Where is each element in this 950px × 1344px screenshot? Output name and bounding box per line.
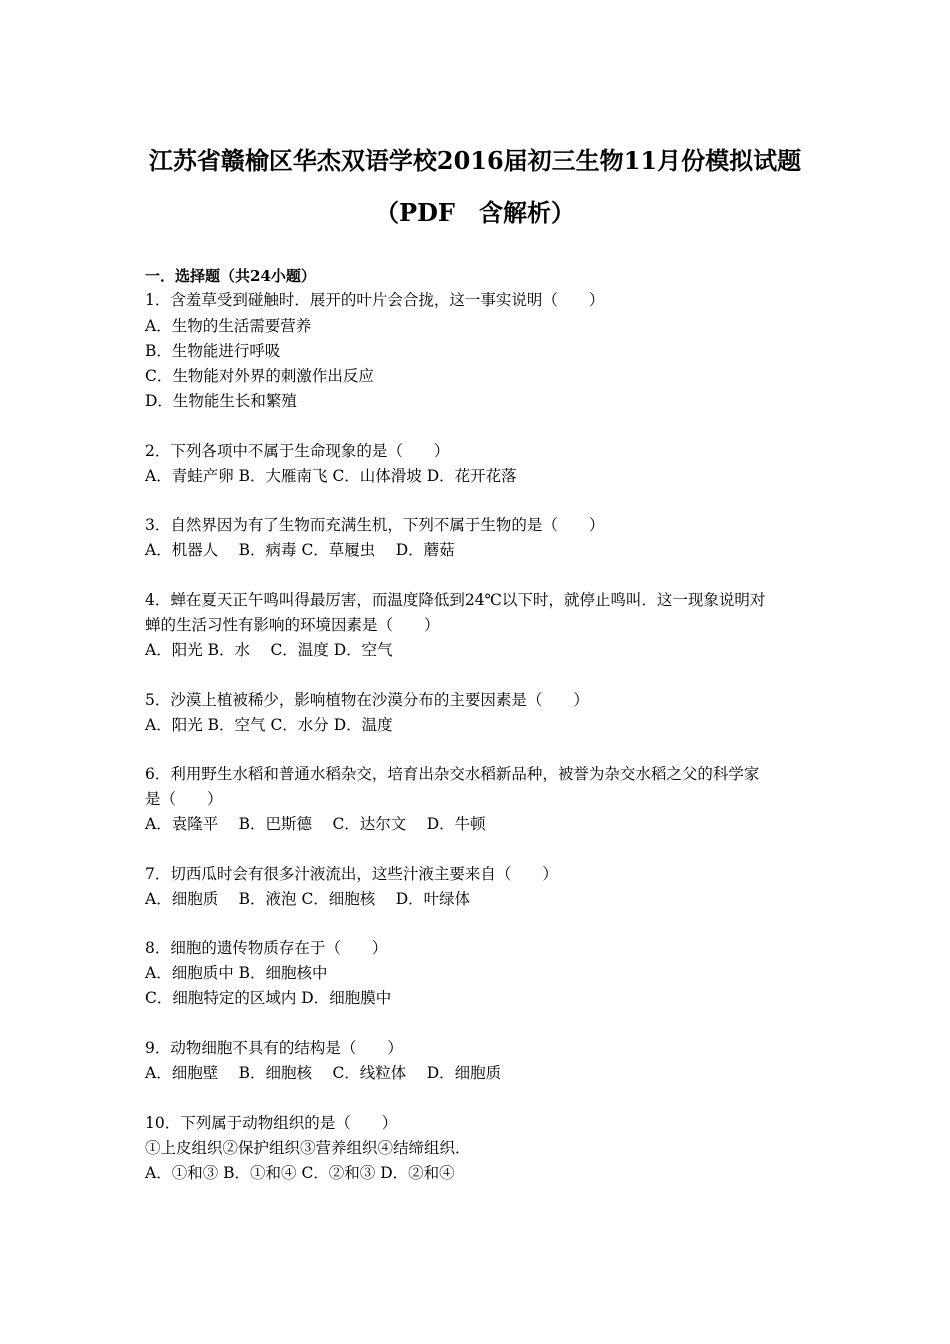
question-8-options-ab: A．细胞质中 B．细胞核中 [145,964,328,982]
question-7-stem: 7．切西瓜时会有很多汁液流出，这些汁液主要来自（ ） [145,865,558,883]
question-6-options: A．袁隆平 B．巴斯德 C．达尔文 D．牛顿 [145,815,486,833]
question-10-stem: 10．下列属于动物组织的是（ ） [145,1114,398,1132]
question-6-stem: 6．利用野生水稻和普通水稻杂交，培育出杂交水稻新品种，被誉为杂交水稻之父的科学家 [145,765,760,783]
question-10-items: ①上皮组织②保护组织③营养组织④结缔组织． [145,1139,471,1157]
question-9-stem: 9．动物细胞不具有的结构是（ ） [145,1039,403,1057]
question-2-options: A．青蛙产卵 B．大雁南飞 C．山体滑坡 D．花开花落 [145,467,517,485]
question-7-options: A．细胞质 B．液泡 C．细胞核 D．叶绿体 [145,890,471,908]
page-title: 江苏省赣榆区华杰双语学校2016届初三生物11月份模拟试题 [148,146,802,175]
question-1-option-c: C．生物能对外界的刺激作出反应 [145,367,374,385]
question-8-options-cd: C．细胞特定的区域内 D．细胞膜中 [145,989,392,1007]
question-4-options: A．阳光 B．水 C．温度 D．空气 [145,641,393,659]
question-1-option-d: D．生物能生长和繁殖 [145,392,297,410]
question-10-options: A．①和③ B．①和④ C．②和③ D．②和④ [145,1164,455,1182]
question-3-options: A．机器人 B．病毒 C．草履虫 D．蘑菇 [145,541,455,559]
question-1-option-a: A．生物的生活需要营养 [145,317,312,335]
question-3-stem: 3．自然界因为有了生物而充满生机，下列不属于生物的是（ ） [145,516,605,534]
question-8-stem: 8．细胞的遗传物质存在于（ ） [145,939,388,957]
question-5-options: A．阳光 B．空气 C．水分 D．温度 [145,716,393,734]
question-9-options: A．细胞壁 B．细胞核 C．线粒体 D．细胞质 [145,1064,502,1082]
question-1-option-b: B．生物能进行呼吸 [145,342,281,360]
question-6-stem-cont: 是（ ） [145,790,223,808]
section-heading: 一．选择题（共24小题） [145,267,316,285]
question-4-stem: 4．蝉在夏天正午鸣叫得最厉害，而温度降低到24℃以下时，就停止鸣叫．这一现象说明对 [145,591,766,609]
page-subtitle: （PDF 含解析） [375,198,575,227]
question-1-stem: 1．含羞草受到碰触时．展开的叶片会合拢，这一事实说明（ ） [145,291,605,309]
question-4-stem-cont: 蝉的生活习性有影响的环境因素是（ ） [145,616,440,634]
question-2-stem: 2．下列各项中不属于生命现象的是（ ） [145,442,450,460]
question-5-stem: 5．沙漠上植被稀少，影响植物在沙漠分布的主要因素是（ ） [145,691,589,709]
